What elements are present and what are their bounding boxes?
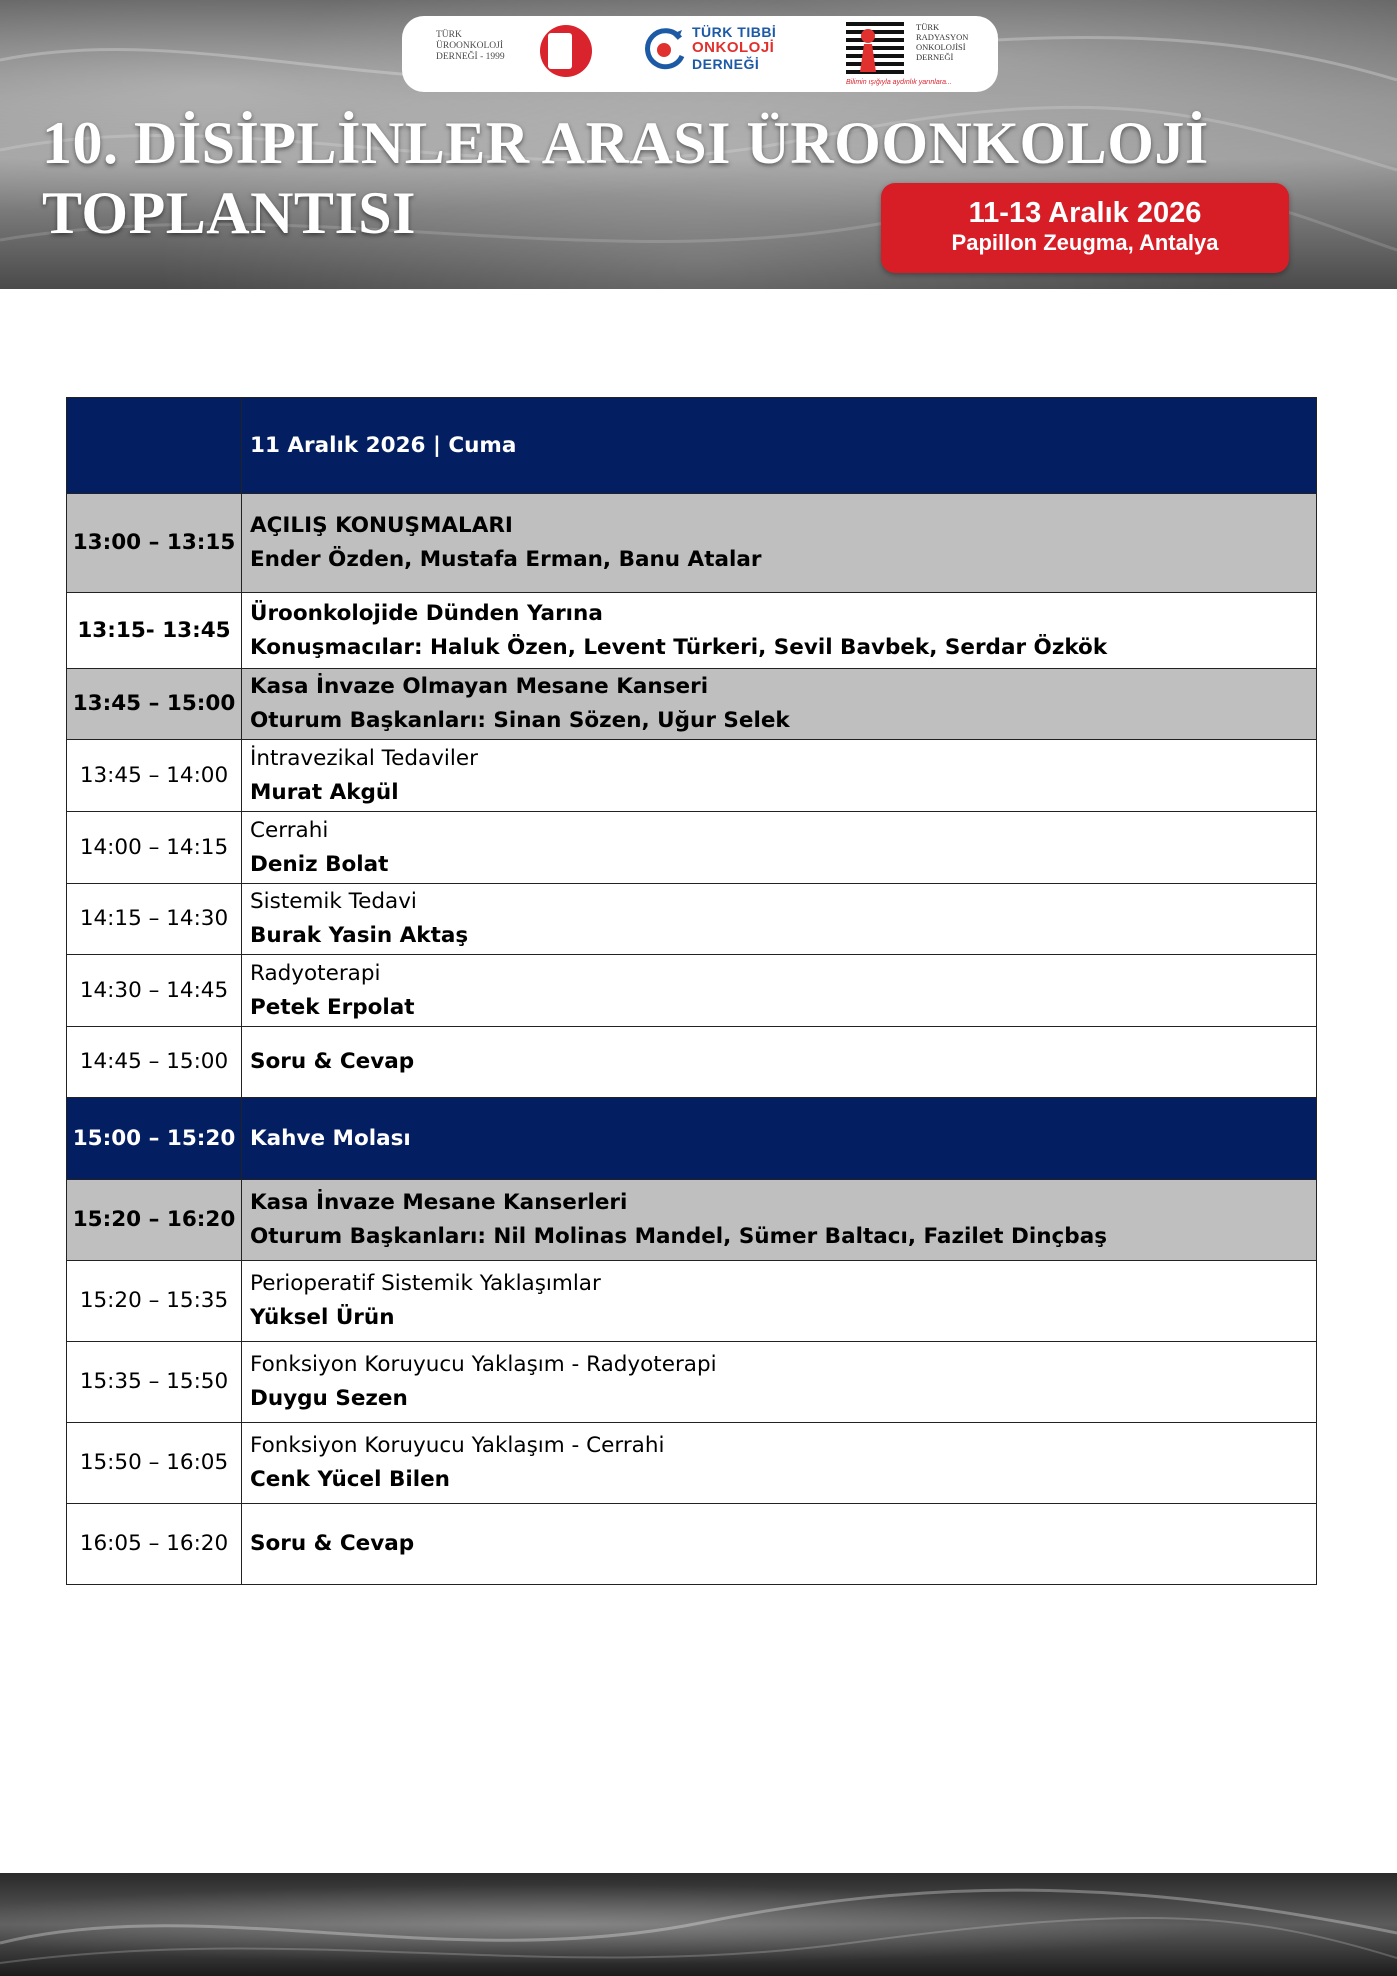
logo-text: DERNEĞİ xyxy=(916,52,954,62)
session-title: Kasa İnvaze Mesane Kanserleri xyxy=(250,1190,628,1215)
session-time: 13:15- 13:45 xyxy=(67,593,242,669)
table-row xyxy=(67,884,1317,955)
session-cell xyxy=(242,1180,1317,1261)
table-row xyxy=(67,812,1317,884)
break-row xyxy=(67,1098,1317,1180)
striped-emblem-icon xyxy=(846,22,904,78)
talk-title: Radyoterapi xyxy=(250,960,381,986)
logo-text: DERNEĞİ - 1999 xyxy=(436,52,505,62)
table-row xyxy=(67,740,1317,812)
session-cell xyxy=(242,593,1317,669)
talk-cell xyxy=(242,1342,1317,1423)
talk-speaker: Cenk Yücel Bilen xyxy=(250,1467,450,1492)
session-people: Konuşmacılar: Haluk Özen, Levent Türkeri, Sevil Bavbek, Serdar Özkök xyxy=(250,634,1108,660)
day-header-row xyxy=(67,398,1317,494)
table-row xyxy=(67,494,1317,593)
talk-time: 16:05 – 16:20 xyxy=(67,1504,242,1585)
uroonkoloji-dernegi-logo xyxy=(436,16,586,92)
talk-speaker: Petek Erpolat xyxy=(250,994,415,1020)
table-row xyxy=(67,955,1317,1027)
table-row xyxy=(67,1504,1317,1585)
logo-tagline: Bilimin ışığıyla aydınlık yarınlara... xyxy=(846,79,952,86)
event-venue: Papillon Zeugma, Antalya xyxy=(951,230,1219,255)
swirl-icon xyxy=(642,26,686,70)
table-row xyxy=(67,1180,1317,1261)
logo-text: ÜROONKOLOJİ xyxy=(436,41,504,51)
talk-cell xyxy=(242,812,1317,884)
break-time: 15:00 – 15:20 xyxy=(67,1098,242,1180)
talk-time: 14:45 – 15:00 xyxy=(67,1027,242,1098)
session-cell xyxy=(242,669,1317,740)
session-title: Kasa İnvaze Olmayan Mesane Kanseri xyxy=(250,674,709,699)
page-header-banner xyxy=(0,0,1397,289)
talk-cell xyxy=(242,1261,1317,1342)
break-label: Kahve Molası xyxy=(242,1098,1317,1180)
day-header: 11 Aralık 2026 | Cuma xyxy=(242,398,1317,494)
radyasyon-onkolojisi-dernegi-logo xyxy=(846,16,976,92)
talk-title: Perioperatif Sistemik Yaklaşımlar xyxy=(250,1271,601,1296)
session-time: 13:00 – 13:15 xyxy=(67,494,242,593)
talk-time: 15:35 – 15:50 xyxy=(67,1342,242,1423)
table-row xyxy=(67,1261,1317,1342)
talk-title: İntravezikal Tedaviler xyxy=(250,745,478,771)
event-date: 11-13 Aralık 2026 xyxy=(968,197,1202,229)
talk-speaker: Duygu Sezen xyxy=(250,1386,408,1411)
logo-text: TÜRK xyxy=(916,22,940,32)
table-row xyxy=(67,1342,1317,1423)
logo-text: ONKOLOJİSİ xyxy=(916,42,966,52)
session-title: AÇILIŞ KONUŞMALARI xyxy=(250,513,513,538)
event-title-line: 10. DİSİPLİNLER ARASI ÜROONKOLOJİ xyxy=(42,110,1209,176)
session-title: Üroonkolojide Dünden Yarına xyxy=(250,600,603,626)
talk-time: 13:45 – 14:00 xyxy=(67,740,242,812)
talk-cell xyxy=(242,884,1317,955)
talk-time: 14:15 – 14:30 xyxy=(67,884,242,955)
session-people: Oturum Başkanları: Sinan Sözen, Uğur Selek xyxy=(250,708,790,733)
talk-time: 14:30 – 14:45 xyxy=(67,955,242,1027)
logo-strip xyxy=(402,16,998,92)
logo-text: RADYASYON xyxy=(916,32,969,42)
talk-title: Fonksiyon Koruyucu Yaklaşım - Cerrahi xyxy=(250,1433,665,1458)
event-title-line: TOPLANTISI xyxy=(42,180,417,246)
event-date-badge xyxy=(881,183,1289,273)
page-footer-banner xyxy=(0,1873,1397,1976)
talk-time: 15:50 – 16:05 xyxy=(67,1423,242,1504)
talk-cell xyxy=(242,740,1317,812)
talk-speaker: Deniz Bolat xyxy=(250,851,389,877)
talk-time: 15:20 – 15:35 xyxy=(67,1261,242,1342)
qa-label: Soru & Cevap xyxy=(242,1504,1317,1585)
red-circle-icon xyxy=(540,25,592,77)
decorative-waves xyxy=(0,1873,1397,1976)
qa-label: Soru & Cevap xyxy=(242,1027,1317,1098)
session-time: 15:20 – 16:20 xyxy=(67,1180,242,1261)
session-time: 13:45 – 15:00 xyxy=(67,669,242,740)
session-people: Oturum Başkanları: Nil Molinas Mandel, Sümer Baltacı, Fazilet Dinçbaş xyxy=(250,1224,1107,1249)
talk-title: Cerrahi xyxy=(250,817,329,843)
table-row xyxy=(67,669,1317,740)
talk-title: Fonksiyon Koruyucu Yaklaşım - Radyoterapi xyxy=(250,1352,717,1377)
tibbi-onkoloji-dernegi-logo xyxy=(642,16,792,92)
talk-speaker: Burak Yasin Aktaş xyxy=(250,923,469,948)
talk-speaker: Murat Akgül xyxy=(250,779,399,805)
logo-text: DERNEĞİ xyxy=(692,56,760,72)
table-cell xyxy=(67,398,242,494)
logo-text: TÜRK xyxy=(436,30,462,40)
session-people: Ender Özden, Mustafa Erman, Banu Atalar xyxy=(250,547,762,572)
session-cell xyxy=(242,494,1317,593)
talk-title: Sistemik Tedavi xyxy=(250,889,417,914)
talk-time: 14:00 – 14:15 xyxy=(67,812,242,884)
logo-text: ONKOLOJİ xyxy=(692,39,775,56)
table-row xyxy=(67,593,1317,669)
logo-text: TÜRK TIBBİ xyxy=(692,24,777,40)
table-row xyxy=(67,1027,1317,1098)
talk-cell xyxy=(242,1423,1317,1504)
talk-cell xyxy=(242,955,1317,1027)
talk-speaker: Yüksel Ürün xyxy=(250,1305,395,1330)
program-table xyxy=(66,397,1317,1585)
table-row xyxy=(67,1423,1317,1504)
